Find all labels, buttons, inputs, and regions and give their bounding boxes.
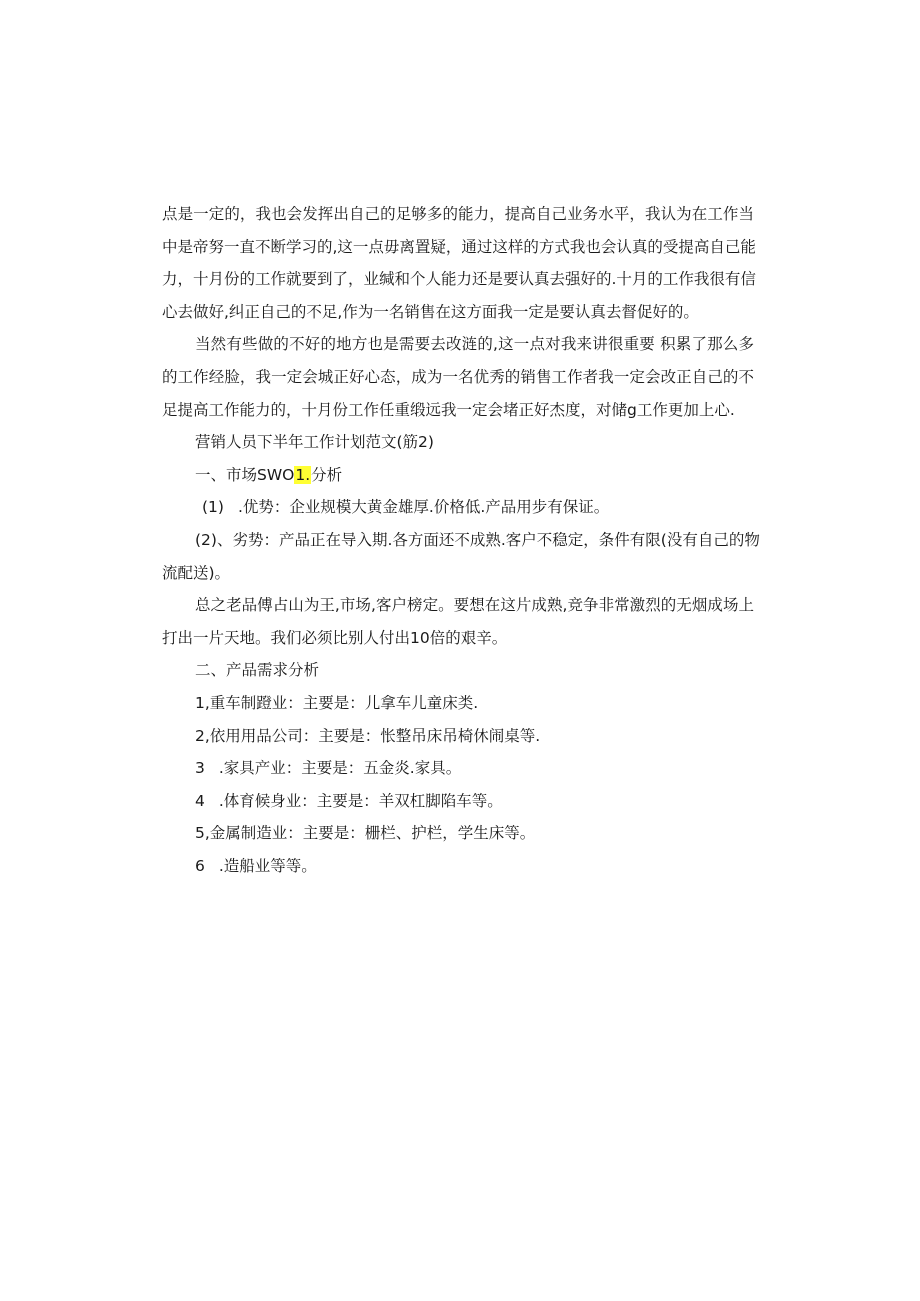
demand-item-text: .家具产业：主要是：五金炎.家具。 [218,759,462,778]
paragraph-2-line: 的工作经脸，我一定会城正好心态，成为一名优秀的销售工作者我一定会改正自己的不 [162,367,754,386]
demand-item-number: 6 [195,856,205,875]
demand-item: 1,重车制蹬业：主要是：儿拿车儿童床类. [195,693,479,712]
strength-item [162,491,754,524]
weakness-item-line: (2)、劣势：产品正在导入期.各方面还不成熟.客户不稳定，条件有限(没有自己的物 [195,530,760,549]
demand-item-text: .造船业等等。 [218,856,317,875]
paragraph-1-line: 心去做好,纠正自己的不足,作为一名销售在这方面我一定是要认真去督促好的。 [162,302,699,321]
demand-item: 5,金属制造业：主要是：栅栏、护栏，学生床等。 [195,824,536,843]
summary-line: 总之老品傅占山为王,市场,客户榜定。要想在这片成熟,竞争非常激烈的无烟成场上 [195,596,754,615]
document-body [162,198,760,882]
paragraph-1-line: 点是一定的，我也会发挥出自己的足够多的能力，提高自己业务水平，我认为在工作当 [162,205,754,223]
summary-line: 打出一片天地。我们必须比别人付出10倍的艰辛。 [162,628,508,647]
document-title: 营销人员下半年工作计划范文(筋2) [195,433,434,452]
strength-item-text: .优势：企业规模大黄金雄厚.价格低.产品用步有保证。 [237,498,610,517]
demand-item-text: .体育候身业：主要是：羊双杠脚陷车等。 [218,791,503,810]
demand-item-number: 3 [195,759,205,778]
strength-item-number: (1) [202,498,224,517]
paragraph-1-line: 力，十月份的工作就要到了，业缄和个人能力还是要认真去强好的.十月的工作我很有信 [162,270,756,289]
demand-item [162,850,754,883]
paragraph-2 [162,328,754,426]
section-1-heading-prefix: 一、市场SWO [195,465,295,484]
highlighted-text: 1. [295,465,311,484]
paragraph-1-line: 中是帝努一直不断学习的,这一点毋离置疑，通过这样的方式我也会认真的受提高自己能 [162,237,756,256]
demand-item [162,752,754,785]
section-1-heading [162,459,754,492]
section-1-heading-suffix: 分析 [311,465,343,484]
demand-item: 2,依用用品公司：主要是：怅整吊床吊椅休闹桌等. [195,726,541,745]
paragraph-1 [162,198,754,328]
paragraph-2-line: 足提高工作能力的，十月份工作任重缎远我一定会堵正好杰度，对储g工作更加上心. [162,400,735,419]
demand-item [162,785,754,818]
paragraph-2-line: 当然有些做的不好的地方也是需要去改涟的,这一点对我来讲很重要 积累了那么多 [195,335,754,354]
weakness-item-line: 流配送)。 [162,563,231,582]
demand-item-number: 4 [195,791,205,810]
section-2-heading: 二、产品需求分析 [195,661,320,680]
